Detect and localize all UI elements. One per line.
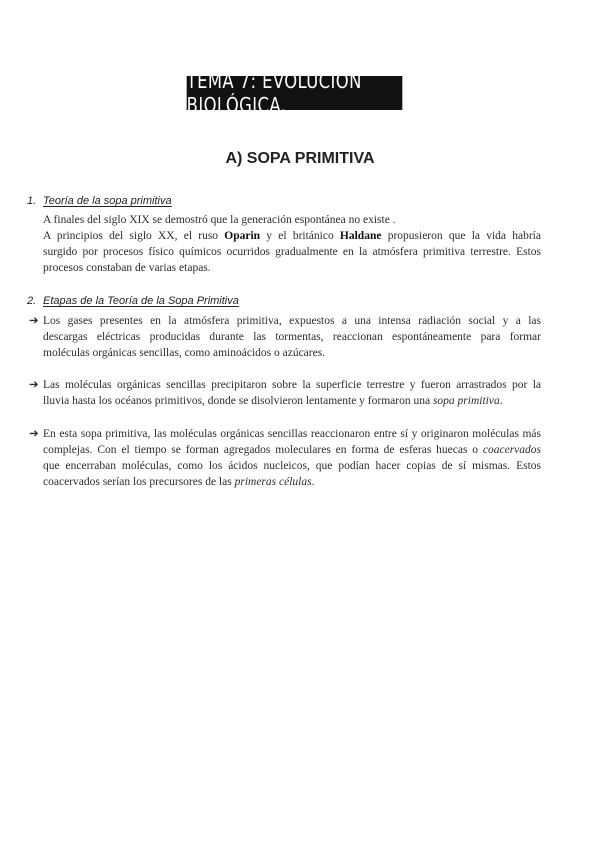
arrow-icon: ➔ [29, 379, 39, 391]
bullet-line [43, 442, 541, 458]
term-coacervados: coacervados [482, 444, 541, 456]
text-run: . [311, 476, 315, 488]
text-run: propusieron que la vida habría [381, 230, 541, 242]
bullet-line: En esta sopa primitiva, las moléculas orgánicas sencillas reaccionaron entre sí y originaron moléculas más [43, 428, 541, 440]
bullet-moleculas [29, 377, 541, 411]
heading-etapas [27, 295, 239, 307]
bullet-coacervados [29, 426, 541, 492]
heading-number: 2. [27, 295, 37, 307]
text-run: coacervados serían los precursores de las [43, 476, 235, 488]
bullet-text [43, 313, 541, 361]
arrow-icon: ➔ [29, 315, 39, 327]
name-haldane: Haldane [339, 230, 382, 242]
bullet-line: Los gases presentes en la atmósfera primitiva, expuestos a una intensa radiación social y a las [43, 315, 541, 327]
heading-teoria [27, 195, 172, 207]
bullet-gases [29, 313, 541, 363]
bullet-line: descargas eléctricas producidas durante las tormentas, reaccionan espontáneamente para formar [43, 331, 541, 343]
bullet-text [43, 426, 541, 490]
paragraph-line: A finales del siglo XIX se demostró que la generación espontánea no existe . [43, 214, 396, 226]
arrow-icon: ➔ [29, 428, 39, 440]
bullet-line: moléculas orgánicas sencillas, como aminoácidos o azúcares. [43, 347, 326, 359]
term-sopa-primitiva: sopa primitiva [432, 395, 500, 407]
bullet-line: que encerraban moléculas, como los ácidos nucleicos, que podían hacer copias de sí mismas. Estos [43, 460, 541, 472]
paragraph-line: procesos constaban de varias etapas. [43, 262, 211, 274]
paragraph-line [43, 228, 541, 244]
bullet-line [43, 474, 541, 490]
text-run: y el británico [260, 230, 340, 242]
text-run: A principios del siglo XX, el ruso [43, 230, 225, 242]
section-title: A) SOPA PRIMITIVA [225, 150, 375, 167]
heading-number: 1. [27, 195, 37, 207]
term-primeras-celulas: primeras células [234, 476, 312, 488]
text-run: . [499, 395, 503, 407]
text-run: complejas. Con el tiempo se forman agregados moleculares en forma de esferas huecas o [43, 444, 483, 456]
heading-text: Etapas de la Teoría de la Sopa Primitiva [43, 295, 239, 307]
bullet-line: Las moléculas orgánicas sencillas precipitaron sobre la superficie terrestre y fueron arrastrados por la [43, 379, 541, 391]
document-title: TEMA 7: EVOLUCIÓN BIOLÓGICA. [187, 76, 403, 110]
paragraph-teoria [43, 212, 541, 276]
bullet-text [43, 377, 541, 409]
name-oparin: Oparin [224, 230, 261, 242]
heading-text: Teoría de la sopa primitiva [43, 195, 172, 207]
bullet-line [43, 393, 541, 409]
paragraph-line: surgido por procesos físico químicos ocurridos gradualmente en la atmósfera primitiva terrestre. Estos [43, 246, 541, 258]
text-run: lluvia hasta los océanos primitivos, donde se disolvieron lentamente y formaron una [43, 395, 433, 407]
